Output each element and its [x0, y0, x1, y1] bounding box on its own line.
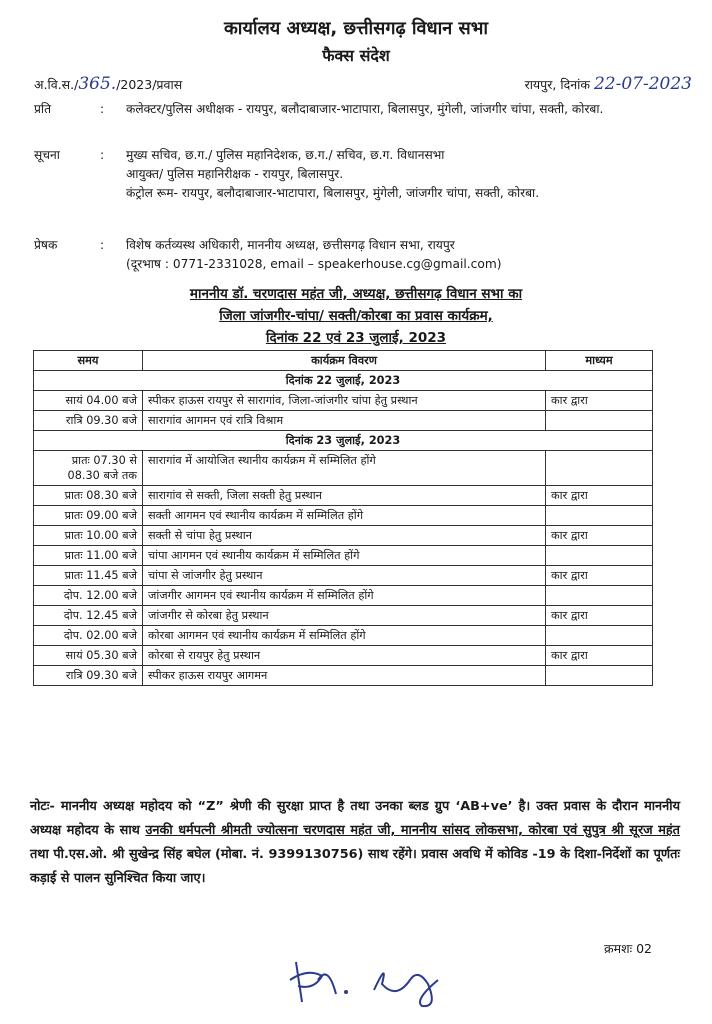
- header-details: कार्यक्रम विवरण: [143, 351, 546, 371]
- sender-line-1: विशेष कर्तव्यस्थ अधिकारी, माननीय अध्यक्ष, छत्तीसगढ़ विधान सभा, रायपुर: [126, 238, 455, 252]
- ref-suffix: /2023/प्रवास: [116, 77, 183, 92]
- header-mode: माध्यम: [546, 351, 653, 371]
- time-cell: रात्रि 09.30 बजे: [34, 666, 143, 686]
- signature-icon: [278, 950, 478, 1012]
- header-time: समय: [34, 351, 143, 371]
- handwritten-date: 22-07-2023: [593, 74, 692, 94]
- day-header-row: [34, 371, 653, 391]
- dispatch-date: [525, 74, 692, 94]
- info-line-1: मुख्य सचिव, छ.ग./ पुलिस महानिदेशक, छ.ग./ सचिव, छ.ग. विधानसभा: [126, 148, 445, 162]
- continuation-marker: क्रमशः 02: [604, 941, 652, 956]
- info-line-2: आयुक्त/ पुलिस महानिरीक्षक - रायपुर, बिलासपुर.: [126, 167, 344, 181]
- table-row: [34, 526, 653, 546]
- detail-cell: जांजगीर आगमन एवं स्थानीय कार्यक्रम में सम्मिलित होंगे: [143, 586, 546, 606]
- info-block: सूचना : मुख्य सचिव, छ.ग./ पुलिस महानिदेशक, छ.ग./ सचिव, छ.ग. विधानसभा आयुक्त/ पुलिस महानिरीक्षक - रायपुर, बिलासपुर. कंट्रोल रूम- रायपुर, बलौदाबाजार-भाटापारा, बिलासपुर, मुंगेली, जांजगीर चांपा, सक्ती, कोरबा.: [34, 146, 684, 203]
- detail-cell: सारागांव से सक्ती, जिला सक्ती हेतु प्रस्थान: [143, 486, 546, 506]
- mode-cell: [546, 451, 653, 486]
- table-row: [34, 646, 653, 666]
- sender-contact: (दूरभाष : 0771-2331028, email – speakerhouse.cg@gmail.com): [126, 257, 502, 271]
- program-title-line-2: जिला जांजगीर-चांपा/ सक्ती/कोरबा का प्रवास कार्यक्रम,: [219, 308, 493, 324]
- detail-cell: सारागांव में आयोजित स्थानीय कार्यक्रम में सम्मिलित होंगे: [143, 451, 546, 486]
- table-row: [34, 411, 653, 431]
- mode-cell: [546, 666, 653, 686]
- schedule-table: [33, 350, 653, 686]
- detail-cell: सक्ती आगमन एवं स्थानीय कार्यक्रम में सम्मिलित होंगे: [143, 506, 546, 526]
- to-label: प्रति: [34, 102, 52, 116]
- program-title-line-1: माननीय डॉ. चरणदास महंत जी, अध्यक्ष, छत्तीसगढ़ विधान सभा का: [189, 286, 523, 302]
- detail-cell: चांपा आगमन एवं स्थानीय कार्यक्रम में सम्मिलित होंगे: [143, 546, 546, 566]
- mode-cell: कार द्वारा: [546, 646, 653, 666]
- table-row: [34, 566, 653, 586]
- to-block: प्रति : कलेक्टर/पुलिस अधीक्षक - रायपुर, बलौदाबाजार-भाटापारा, बिलासपुर, मुंगेली, जांजगीर चांपा, सक्ती, कोरबा.: [34, 100, 684, 119]
- time-cell: दोप. 12.00 बजे: [34, 586, 143, 606]
- info-label: सूचना: [34, 148, 60, 162]
- program-title-line-3: दिनांक 22 एवं 23 जुलाई, 2023: [265, 330, 447, 346]
- mode-cell: [546, 411, 653, 431]
- table-row: [34, 451, 653, 486]
- table-row: [34, 586, 653, 606]
- table-row: [34, 626, 653, 646]
- fax-message-heading: फैक्स संदेश: [322, 46, 390, 65]
- table-row: [34, 506, 653, 526]
- reference-number: [34, 74, 182, 94]
- detail-cell: सारागांव आगमन एवं रात्रि विश्राम: [143, 411, 546, 431]
- time-cell: प्रातः 09.00 बजे: [34, 506, 143, 526]
- day-label: दिनांक 22 जुलाई, 2023: [34, 371, 653, 391]
- table-row: [34, 486, 653, 506]
- time-cell: दोप. 12.45 बजे: [34, 606, 143, 626]
- mode-cell: कार द्वारा: [546, 526, 653, 546]
- day-label: दिनांक 23 जुलाई, 2023: [34, 431, 653, 451]
- ref-handwritten-number: 365.: [78, 74, 117, 94]
- time-cell: प्रातः 08.30 बजे: [34, 486, 143, 506]
- day-header-row: [34, 431, 653, 451]
- mode-cell: कार द्वारा: [546, 606, 653, 626]
- time-cell: दोप. 02.00 बजे: [34, 626, 143, 646]
- mode-cell: [546, 586, 653, 606]
- time-cell: सायं 04.00 बजे: [34, 391, 143, 411]
- info-line-3: कंट्रोल रूम- रायपुर, बलौदाबाजार-भाटापारा, बिलासपुर, मुंगेली, जांजगीर चांपा, सक्ती, कोरबा.: [126, 186, 540, 200]
- time-cell: प्रातः 10.00 बजे: [34, 526, 143, 546]
- note-part-1: नोटः- माननीय अध्यक्ष महोदय को “Z” श्रेणी की सुरक्षा प्राप्त है तथा उनका ब्लड ग्रुप ‘AB+ve’ है। उक्त प्रवास के दौरान माननीय अध्यक्ष महोदय के साथ: [30, 799, 680, 838]
- table-row: [34, 606, 653, 626]
- time-cell: प्रातः 11.45 बजे: [34, 566, 143, 586]
- security-note: [30, 795, 680, 891]
- time-cell: प्रातः 11.00 बजे: [34, 546, 143, 566]
- detail-cell: जांजगीर से कोरबा हेतु प्रस्थान: [143, 606, 546, 626]
- mode-cell: [546, 546, 653, 566]
- note-part-2: तथा पी.एस.ओ. श्री सुखेन्द्र सिंह बघेल (मोबा. नं. 9399130756) साथ रहेंगे। प्रवास अवधि में कोविड -19 के दिशा-निर्देशों का पूर्णतः कड़ाई से पालन सुनिश्चित किया जाए।: [30, 847, 680, 886]
- note-companions: उनकी धर्मपत्नी श्रीमती ज्योत्सना चरणदास महंत जी, माननीय सांसद लोकसभा, कोरबा एवं सुपुत्र श्री सूरज महंत: [145, 823, 680, 838]
- office-heading: कार्यालय अध्यक्ष, छत्तीसगढ़ विधान सभा: [223, 18, 489, 39]
- mode-cell: कार द्वारा: [546, 391, 653, 411]
- sender-block: प्रेषक : विशेष कर्तव्यस्थ अधिकारी, माननीय अध्यक्ष, छत्तीसगढ़ विधान सभा, रायपुर (दूरभाष : 0771-2331028, email – speakerhouse.cg@gmail.com): [34, 236, 684, 274]
- table-row: [34, 666, 653, 686]
- detail-cell: सक्ती से चांपा हेतु प्रस्थान: [143, 526, 546, 546]
- mode-cell: [546, 626, 653, 646]
- ref-prefix: अ.वि.स./: [34, 77, 79, 92]
- sender-label: प्रेषक: [34, 238, 58, 252]
- detail-cell: चांपा से जांजगीर हेतु प्रस्थान: [143, 566, 546, 586]
- mode-cell: कार द्वारा: [546, 566, 653, 586]
- table-header-row: [34, 351, 653, 371]
- date-prefix: रायपुर, दिनांक: [524, 77, 590, 92]
- time-cell: रात्रि 09.30 बजे: [34, 411, 143, 431]
- detail-cell: स्पीकर हाऊस रायपुर आगमन: [143, 666, 546, 686]
- detail-cell: कोरबा से रायपुर हेतु प्रस्थान: [143, 646, 546, 666]
- time-cell: सायं 05.30 बजे: [34, 646, 143, 666]
- mode-cell: [546, 506, 653, 526]
- detail-cell: कोरबा आगमन एवं स्थानीय कार्यक्रम में सम्मिलित होंगे: [143, 626, 546, 646]
- mode-cell: कार द्वारा: [546, 486, 653, 506]
- detail-cell: स्पीकर हाऊस रायपुर से सारागांव, जिला-जांजगीर चांपा हेतु प्रस्थान: [143, 391, 546, 411]
- table-row: [34, 546, 653, 566]
- to-text: कलेक्टर/पुलिस अधीक्षक - रायपुर, बलौदाबाजार-भाटापारा, बिलासपुर, मुंगेली, जांजगीर चांपा, सक्ती, कोरबा.: [126, 102, 604, 116]
- time-cell: प्रातः 07.30 से 08.30 बजे तक: [34, 451, 143, 486]
- table-row: [34, 391, 653, 411]
